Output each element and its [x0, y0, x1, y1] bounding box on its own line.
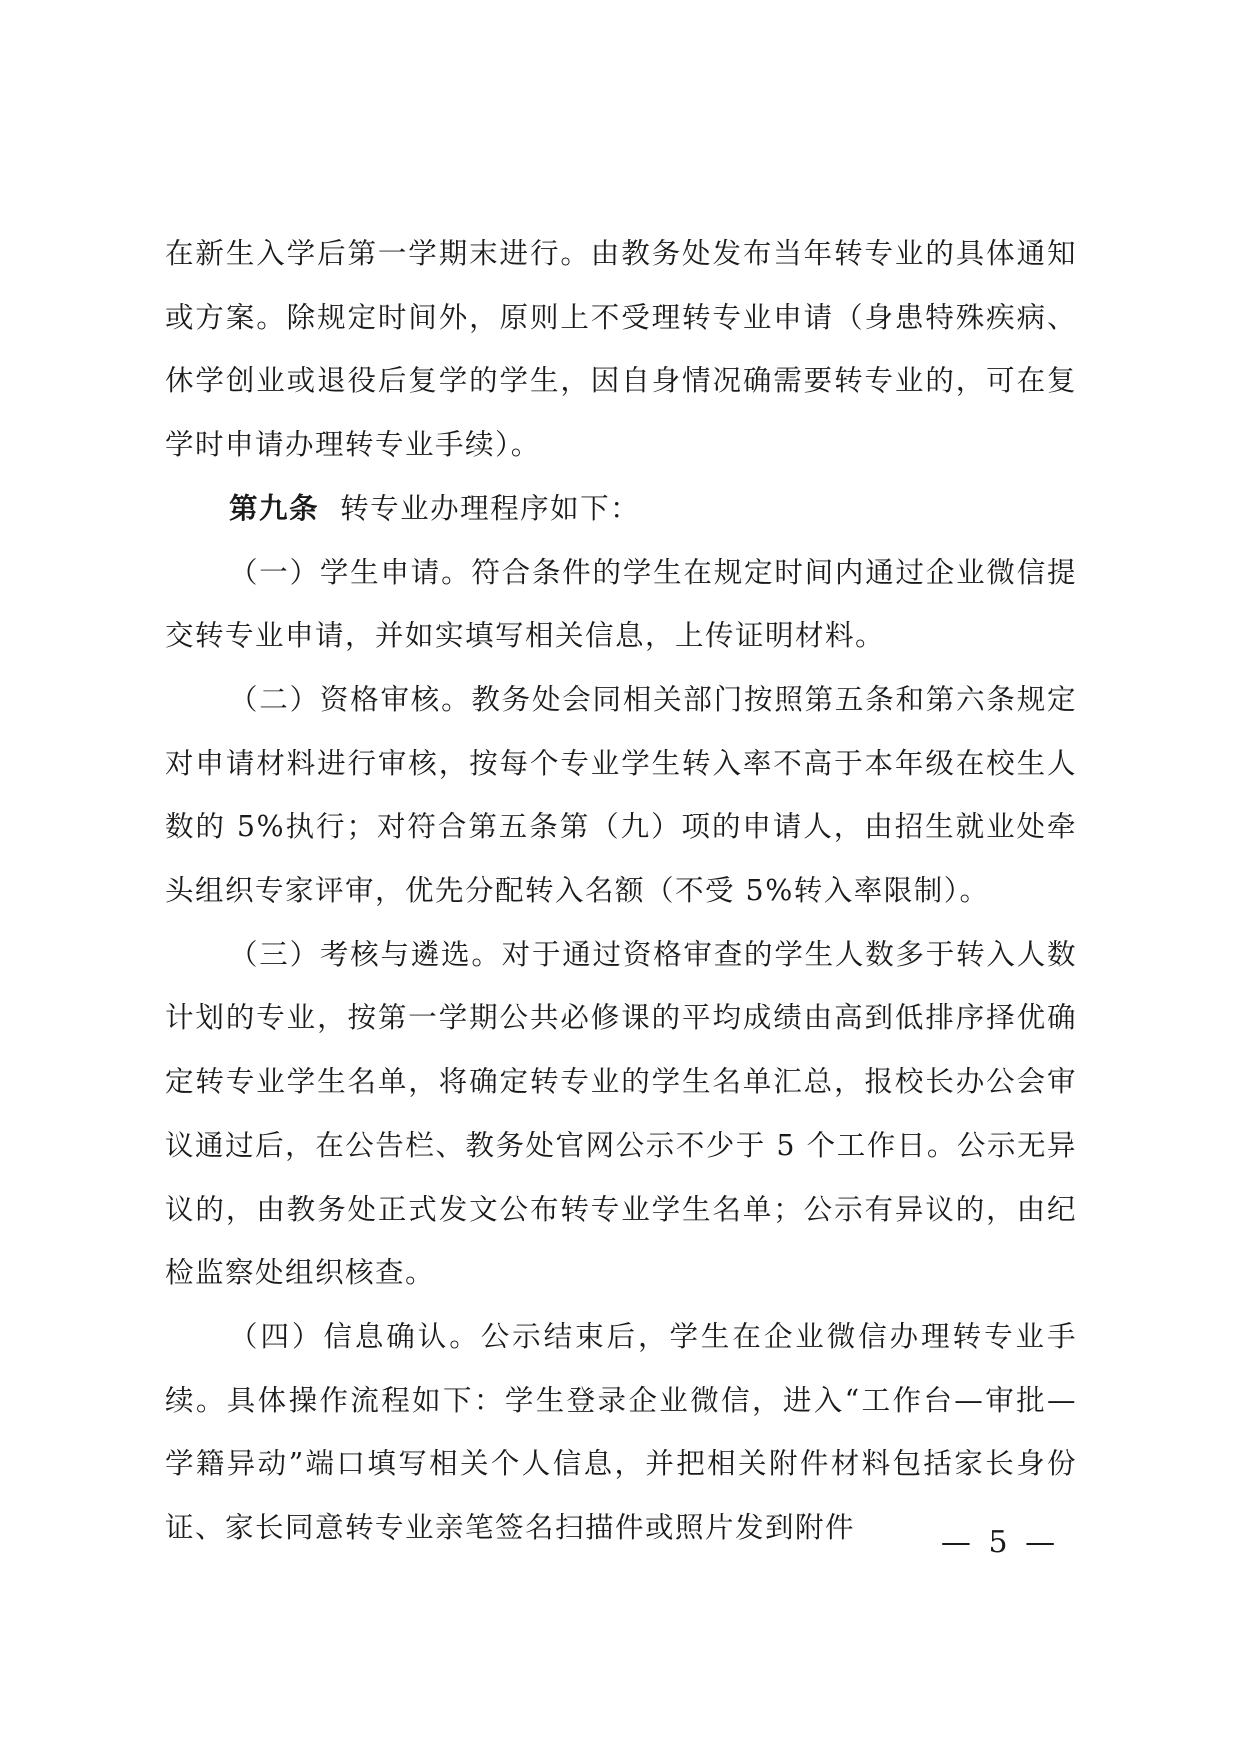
- article-9-text: 转专业办理程序如下：: [340, 491, 641, 525]
- page-number: — 5 —: [940, 1525, 1060, 1560]
- article-9: [165, 477, 1077, 541]
- step-3: （三）考核与遴选。对于通过资格审查的学生人数多于转入人数计划的专业，按第一学期公共必修课的平均成绩由高到低排序择优确定转专业学生名单，将确定转专业的学生名单汇总，报校长办公会审议通过后，在公告栏、教务处官网公示不少于 5 个工作日。公示无异议的，由教务处正式发文公布转专业学生名单；公示有异议的，由纪检监察处组织核查。: [165, 937, 1077, 1290]
- document-body: [165, 222, 1077, 1560]
- step-2: （二）资格审核。教务处会同相关部门按照第五条和第六条规定对申请材料进行审核，按每个专业学生转入率不高于本年级在校生人数的 5%执行；对符合第五条第（九）项的申请人，由招生就业处牵头组织专家评审，优先分配转入名额（不受 5%转入率限制）。: [165, 682, 1077, 908]
- article-9-heading: 第九条: [229, 490, 320, 525]
- step-4: （四）信息确认。公示结束后，学生在企业微信办理转专业手续。具体操作流程如下：学生登录企业微信，进入“工作台—审批—学籍异动”端口填写相关个人信息，并把相关附件材料包括家长身份证、家长同意转专业亲笔签名扫描件或照片发到附件: [165, 1319, 1077, 1545]
- step-1: （一）学生申请。符合条件的学生在规定时间内通过企业微信提交转专业申请，并如实填写相关信息，上传证明材料。: [165, 555, 1077, 653]
- paragraph-continued: 在新生入学后第一学期末进行。由教务处发布当年转专业的具体通知或方案。除规定时间外，原则上不受理转专业申请（身患特殊疾病、休学创业或退役后复学的学生，因自身情况确需要转专业的，可在复学时申请办理转专业手续）。: [165, 237, 1077, 462]
